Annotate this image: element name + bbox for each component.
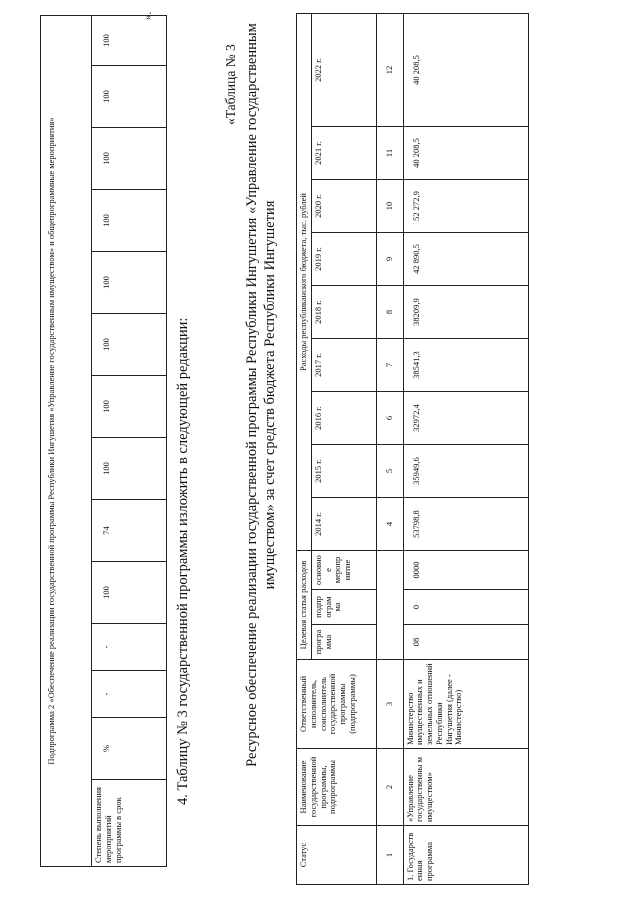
value-cell: 100 xyxy=(92,128,167,190)
value-cell: 100 xyxy=(92,314,167,376)
table-3 xyxy=(296,13,529,885)
year-header: 2016 г. xyxy=(311,392,376,445)
index-cell: 7 xyxy=(376,339,403,392)
sub-main-event: основно е меропр иятие xyxy=(311,551,376,590)
expense-cell: 38541,3 xyxy=(403,339,528,392)
table-1-header-row xyxy=(41,16,92,867)
program-code: 08 xyxy=(403,625,528,660)
table-tag: «Таблица № 3 xyxy=(223,44,238,125)
expense-cell: 35949,6 xyxy=(403,445,528,498)
table-1 xyxy=(40,15,167,867)
sub-program: програ мма xyxy=(311,625,376,660)
value-cell: 100 xyxy=(92,66,167,128)
year-header: 2019 г. xyxy=(311,233,376,286)
expense-cell: 40 208,5 xyxy=(403,14,528,127)
index-cell: 9 xyxy=(376,233,403,286)
unit-cell: % xyxy=(92,718,167,780)
col-target: Целевая статья расходов xyxy=(297,551,312,660)
table-1-data-row xyxy=(92,16,167,867)
name-cell: «Управление государственны м имуществом» xyxy=(403,749,528,826)
value-cell: 100 xyxy=(92,190,167,252)
col-name: Наименование государственной программы, подпрограммы xyxy=(297,749,377,826)
expense-cell: 53798,8 xyxy=(403,498,528,551)
status-cell: 1. Государств енная программа xyxy=(403,826,528,885)
table-3-header-row-1 xyxy=(297,14,312,885)
col-status: Статус xyxy=(297,826,377,885)
row-label: Степень выполнения мероприятий программы в срок xyxy=(92,780,167,867)
expense-cell: 42 890,5 xyxy=(403,233,528,286)
sub-subprogram: подпр ограм ма xyxy=(311,590,376,625)
value-cell: - xyxy=(92,624,167,671)
amendment-instruction: 4. Таблицу № 3 государственной программы изложить в следующей редакции: xyxy=(175,317,191,805)
index-cell: 10 xyxy=(376,180,403,233)
index-cell xyxy=(376,551,403,660)
index-cell: 11 xyxy=(376,127,403,180)
index-cell: 4 xyxy=(376,498,403,551)
index-cell: 8 xyxy=(376,286,403,339)
year-header: 2018 г. xyxy=(311,286,376,339)
value-cell: 100 xyxy=(92,438,167,500)
expense-cell: 32972,4 xyxy=(403,392,528,445)
year-header: 2020 г. xyxy=(311,180,376,233)
index-cell: 1 xyxy=(376,826,403,885)
year-header: 2017 г. xyxy=(311,339,376,392)
value-cell: - xyxy=(92,671,167,718)
expense-cell: 52 272,9 xyxy=(403,180,528,233)
expense-cell: 40 208,5 xyxy=(403,127,528,180)
col-executor: Ответственный исполнитель, соисполнитель государственной программы (подпрограммы) xyxy=(297,660,377,749)
value-cell: 74 xyxy=(92,500,167,562)
year-header: 2015 г. xyxy=(311,445,376,498)
index-cell: 5 xyxy=(376,445,403,498)
subprogram-header: Подпрограмма 2 «Обеспечение реализации государственной программы Республики Ингушетия «Управление государственным имуществом» и общепрограммные мероприятия» xyxy=(41,16,92,867)
table-title: Ресурсное обеспечение реализации государственной программы Республики Ингушетия «Управление государственным имуществом» за счет средств бюджета Республики Ингушетия xyxy=(244,23,279,767)
expense-cell: 38209,9 xyxy=(403,286,528,339)
main-event-code: 0000 xyxy=(403,551,528,590)
index-cell: 6 xyxy=(376,392,403,445)
value-cell: 100 xyxy=(92,16,167,66)
index-cell: 3 xyxy=(376,660,403,749)
index-cell: 2 xyxy=(376,749,403,826)
year-header: 2021 г. xyxy=(311,127,376,180)
subprogram-code: 0 xyxy=(403,590,528,625)
index-cell: 12 xyxy=(376,14,403,127)
value-cell: 100 xyxy=(92,252,167,314)
value-cell: 100 xyxy=(92,376,167,438)
closing-mark: ». xyxy=(142,11,154,20)
table-3-program-row xyxy=(403,14,528,885)
col-expenses: Расходы республиканского бюджета, тыс. рублей xyxy=(297,14,312,551)
year-header: 2014 г. xyxy=(311,498,376,551)
value-cell: 100 xyxy=(92,562,167,624)
executor-cell: Министерство имущественных и земельных отношений Республики Ингушетия (далее - Министерство) xyxy=(403,660,528,749)
year-header: 2022 г. xyxy=(311,14,376,127)
table-3-index-row xyxy=(376,14,403,885)
